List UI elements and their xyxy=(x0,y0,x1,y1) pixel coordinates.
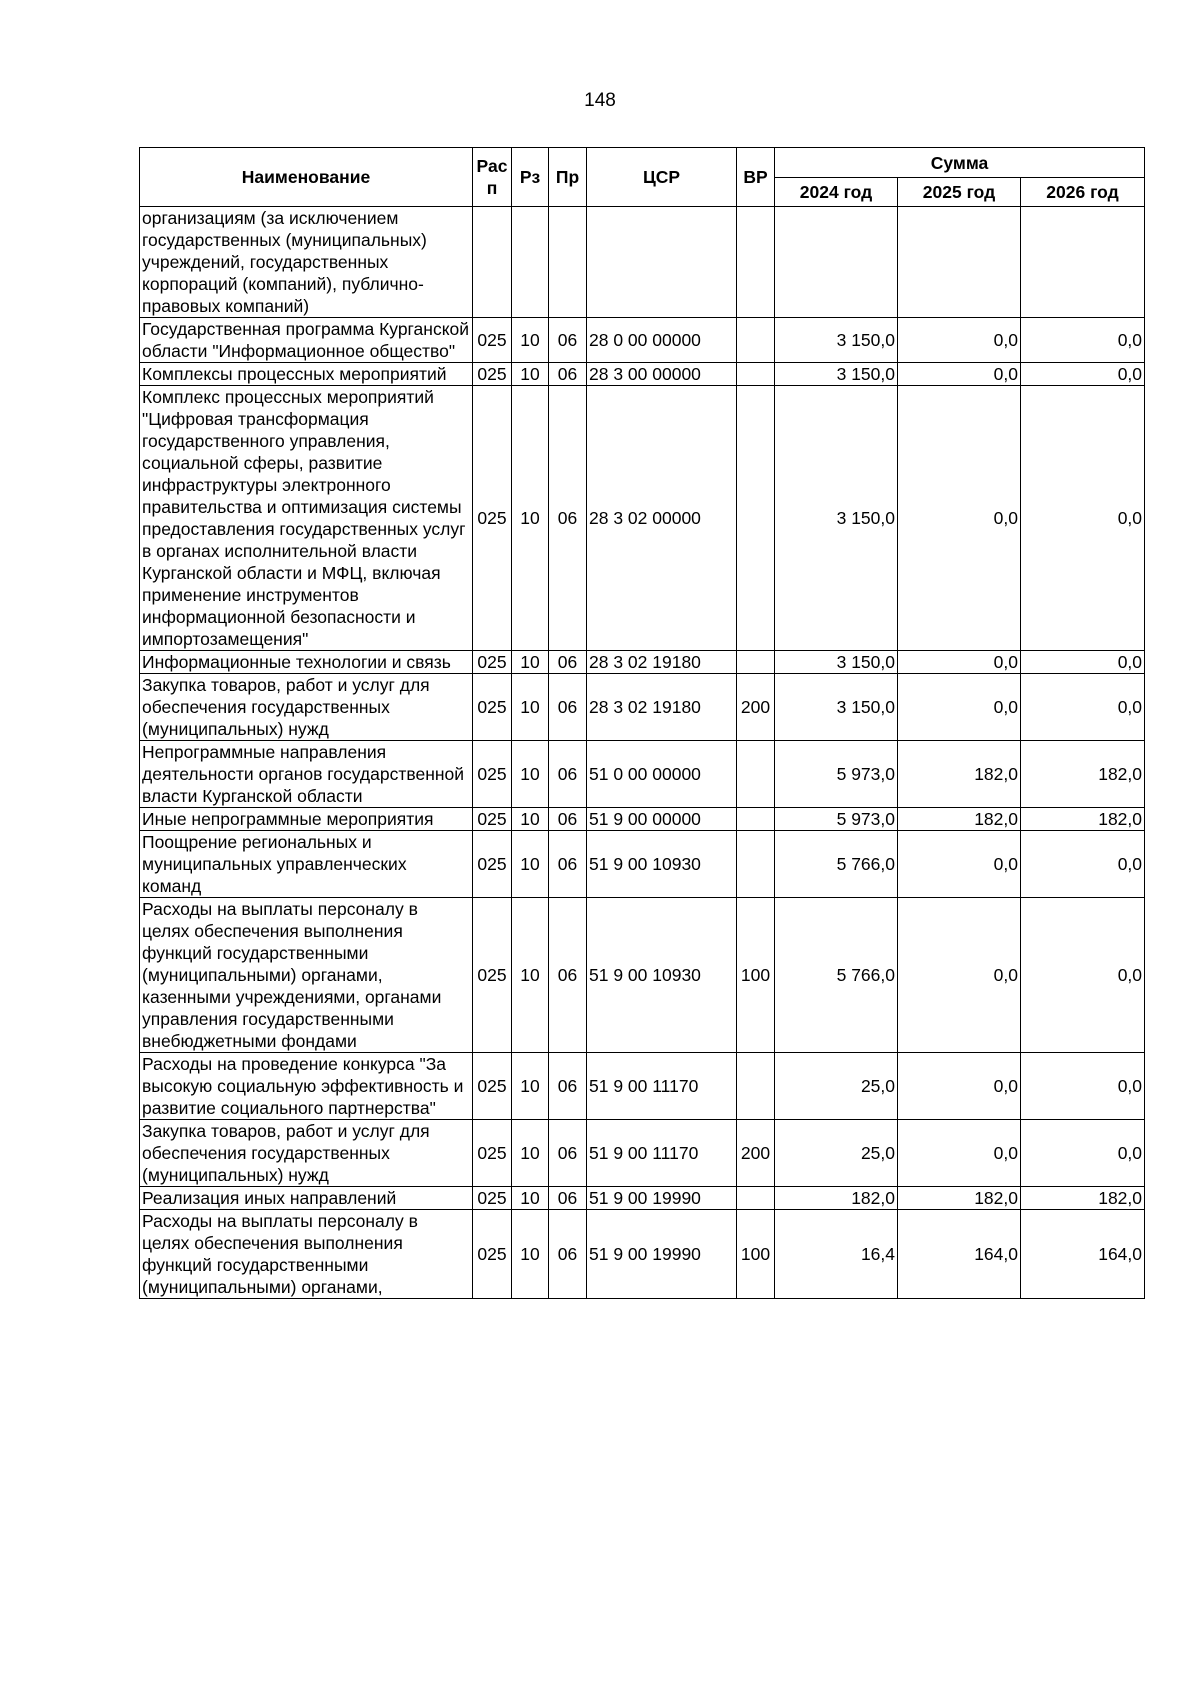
header-year-2026: 2026 год xyxy=(1021,178,1145,207)
row-csr: 51 9 00 10930 xyxy=(587,831,737,898)
table-row xyxy=(140,386,1145,651)
table-row xyxy=(140,651,1145,674)
header-sum: Сумма xyxy=(775,148,1145,178)
row-pr: 06 xyxy=(549,674,587,741)
row-rz: 10 xyxy=(512,386,549,651)
table-row xyxy=(140,808,1145,831)
row-sum-2025: 0,0 xyxy=(898,651,1021,674)
row-sum-2026: 0,0 xyxy=(1021,1120,1145,1187)
row-sum-2025: 0,0 xyxy=(898,1120,1021,1187)
row-sum-2026: 0,0 xyxy=(1021,363,1145,386)
row-sum-2025: 182,0 xyxy=(898,808,1021,831)
row-rasp xyxy=(473,207,512,318)
row-sum-2026: 182,0 xyxy=(1021,741,1145,808)
row-csr: 51 9 00 19990 xyxy=(587,1210,737,1299)
row-sum-2024: 5 766,0 xyxy=(775,898,898,1053)
row-rasp: 025 xyxy=(473,898,512,1053)
row-rasp: 025 xyxy=(473,808,512,831)
row-rasp: 025 xyxy=(473,1187,512,1210)
row-vr: 100 xyxy=(737,898,775,1053)
row-sum-2024 xyxy=(775,207,898,318)
header-year-2025: 2025 год xyxy=(898,178,1021,207)
row-sum-2024: 25,0 xyxy=(775,1053,898,1120)
row-rz: 10 xyxy=(512,1120,549,1187)
row-pr: 06 xyxy=(549,1120,587,1187)
row-csr: 28 3 02 19180 xyxy=(587,651,737,674)
row-vr xyxy=(737,831,775,898)
table-row xyxy=(140,363,1145,386)
header-csr: ЦСР xyxy=(587,148,737,207)
row-pr: 06 xyxy=(549,808,587,831)
row-name: Комплексы процессных мероприятий xyxy=(140,363,473,386)
row-sum-2025: 0,0 xyxy=(898,318,1021,363)
row-name: Закупка товаров, работ и услуг для обеспечения государственных (муниципальных) нужд xyxy=(140,1120,473,1187)
row-sum-2024: 25,0 xyxy=(775,1120,898,1187)
row-rz: 10 xyxy=(512,1187,549,1210)
row-sum-2026: 0,0 xyxy=(1021,386,1145,651)
budget-table xyxy=(139,147,1145,1299)
row-name: Комплекс процессных мероприятий "Цифровая трансформация государственного управления, социальной сферы, развитие инфраструктуры электронного правительства и оптимизация системы предоставления государственных услуг в органах исполнительной власти Курганской области и МФЦ, включая применение инструментов информационной безопасности и импортозамещения" xyxy=(140,386,473,651)
page-number: 148 xyxy=(584,90,616,111)
row-sum-2025: 0,0 xyxy=(898,831,1021,898)
row-vr: 100 xyxy=(737,1210,775,1299)
table-header xyxy=(140,148,1145,207)
row-rasp: 025 xyxy=(473,1120,512,1187)
row-pr: 06 xyxy=(549,831,587,898)
row-vr xyxy=(737,808,775,831)
row-sum-2025: 0,0 xyxy=(898,898,1021,1053)
row-rz: 10 xyxy=(512,674,549,741)
row-csr: 28 0 00 00000 xyxy=(587,318,737,363)
table-row xyxy=(140,1187,1145,1210)
row-sum-2024: 182,0 xyxy=(775,1187,898,1210)
row-sum-2026: 0,0 xyxy=(1021,674,1145,741)
row-name: Закупка товаров, работ и услуг для обеспечения государственных (муниципальных) нужд xyxy=(140,674,473,741)
row-sum-2026: 0,0 xyxy=(1021,898,1145,1053)
row-csr: 51 9 00 11170 xyxy=(587,1053,737,1120)
row-pr: 06 xyxy=(549,898,587,1053)
row-vr xyxy=(737,741,775,808)
row-sum-2025: 182,0 xyxy=(898,1187,1021,1210)
row-rz: 10 xyxy=(512,1210,549,1299)
row-sum-2025: 0,0 xyxy=(898,1053,1021,1120)
row-csr: 51 0 00 00000 xyxy=(587,741,737,808)
table-row xyxy=(140,831,1145,898)
row-sum-2025: 0,0 xyxy=(898,386,1021,651)
row-rz: 10 xyxy=(512,808,549,831)
header-rz: Рз xyxy=(512,148,549,207)
table-row xyxy=(140,207,1145,318)
table-body xyxy=(140,207,1145,1299)
row-name: Поощрение региональных и муниципальных управленческих команд xyxy=(140,831,473,898)
row-rasp: 025 xyxy=(473,386,512,651)
row-name: Расходы на выплаты персоналу в целях обеспечения выполнения функций государственными (муниципальными) органами, казенными учреждениями, органами управления государственными внебюджетными фондами xyxy=(140,898,473,1053)
row-csr: 51 9 00 11170 xyxy=(587,1120,737,1187)
row-pr: 06 xyxy=(549,363,587,386)
row-sum-2024: 3 150,0 xyxy=(775,318,898,363)
row-rasp: 025 xyxy=(473,1053,512,1120)
row-pr: 06 xyxy=(549,318,587,363)
row-sum-2026 xyxy=(1021,207,1145,318)
row-name: Государственная программа Курганской области "Информационное общество" xyxy=(140,318,473,363)
row-rasp: 025 xyxy=(473,651,512,674)
row-sum-2024: 3 150,0 xyxy=(775,674,898,741)
row-sum-2026: 182,0 xyxy=(1021,1187,1145,1210)
row-csr: 28 3 00 00000 xyxy=(587,363,737,386)
row-sum-2024: 3 150,0 xyxy=(775,651,898,674)
row-rasp: 025 xyxy=(473,363,512,386)
row-sum-2025: 182,0 xyxy=(898,741,1021,808)
row-name: Расходы на проведение конкурса "За высокую социальную эффективность и развитие социального партнерства" xyxy=(140,1053,473,1120)
row-rz: 10 xyxy=(512,898,549,1053)
row-sum-2025 xyxy=(898,207,1021,318)
row-sum-2026: 164,0 xyxy=(1021,1210,1145,1299)
row-vr xyxy=(737,1053,775,1120)
row-rz xyxy=(512,207,549,318)
row-pr: 06 xyxy=(549,741,587,808)
row-sum-2024: 3 150,0 xyxy=(775,386,898,651)
row-rz: 10 xyxy=(512,831,549,898)
row-sum-2024: 16,4 xyxy=(775,1210,898,1299)
table-row xyxy=(140,674,1145,741)
row-sum-2026: 0,0 xyxy=(1021,1053,1145,1120)
row-rasp: 025 xyxy=(473,741,512,808)
row-sum-2024: 5 973,0 xyxy=(775,808,898,831)
row-csr: 28 3 02 19180 xyxy=(587,674,737,741)
row-pr xyxy=(549,207,587,318)
row-sum-2026: 182,0 xyxy=(1021,808,1145,831)
row-rasp: 025 xyxy=(473,318,512,363)
header-name: Наименование xyxy=(140,148,473,207)
row-name: Иные непрограммные мероприятия xyxy=(140,808,473,831)
row-name: Информационные технологии и связь xyxy=(140,651,473,674)
row-name: Расходы на выплаты персоналу в целях обеспечения выполнения функций государственными (муниципальными) органами, xyxy=(140,1210,473,1299)
row-vr xyxy=(737,318,775,363)
row-pr: 06 xyxy=(549,1187,587,1210)
row-csr xyxy=(587,207,737,318)
row-pr: 06 xyxy=(549,1210,587,1299)
row-rz: 10 xyxy=(512,318,549,363)
row-rz: 10 xyxy=(512,741,549,808)
table-row xyxy=(140,1053,1145,1120)
row-rasp: 025 xyxy=(473,1210,512,1299)
table-row xyxy=(140,898,1145,1053)
row-vr xyxy=(737,386,775,651)
row-vr xyxy=(737,651,775,674)
row-rasp: 025 xyxy=(473,674,512,741)
table-row xyxy=(140,1120,1145,1187)
row-sum-2024: 5 766,0 xyxy=(775,831,898,898)
row-csr: 51 9 00 00000 xyxy=(587,808,737,831)
row-csr: 51 9 00 19990 xyxy=(587,1187,737,1210)
row-sum-2025: 164,0 xyxy=(898,1210,1021,1299)
row-vr xyxy=(737,207,775,318)
row-rz: 10 xyxy=(512,363,549,386)
row-csr: 28 3 02 00000 xyxy=(587,386,737,651)
header-year-2024: 2024 год xyxy=(775,178,898,207)
row-vr: 200 xyxy=(737,674,775,741)
header-rasp: Рас п xyxy=(473,148,512,207)
row-rz: 10 xyxy=(512,1053,549,1120)
row-sum-2025: 0,0 xyxy=(898,363,1021,386)
header-pr: Пр xyxy=(549,148,587,207)
table-row xyxy=(140,1210,1145,1299)
row-sum-2026: 0,0 xyxy=(1021,318,1145,363)
row-sum-2024: 5 973,0 xyxy=(775,741,898,808)
row-sum-2026: 0,0 xyxy=(1021,831,1145,898)
row-pr: 06 xyxy=(549,386,587,651)
row-rasp: 025 xyxy=(473,831,512,898)
row-sum-2026: 0,0 xyxy=(1021,651,1145,674)
row-rz: 10 xyxy=(512,651,549,674)
row-pr: 06 xyxy=(549,651,587,674)
header-vr: ВР xyxy=(737,148,775,207)
row-name: Реализация иных направлений xyxy=(140,1187,473,1210)
row-vr: 200 xyxy=(737,1120,775,1187)
row-sum-2025: 0,0 xyxy=(898,674,1021,741)
table-row xyxy=(140,741,1145,808)
row-name: организациям (за исключением государственных (муниципальных) учреждений, государственных корпораций (компаний), публично-правовых компаний) xyxy=(140,207,473,318)
row-pr: 06 xyxy=(549,1053,587,1120)
row-vr xyxy=(737,1187,775,1210)
table-row xyxy=(140,318,1145,363)
row-csr: 51 9 00 10930 xyxy=(587,898,737,1053)
row-vr xyxy=(737,363,775,386)
row-name: Непрограммные направления деятельности органов государственной власти Курганской области xyxy=(140,741,473,808)
row-sum-2024: 3 150,0 xyxy=(775,363,898,386)
